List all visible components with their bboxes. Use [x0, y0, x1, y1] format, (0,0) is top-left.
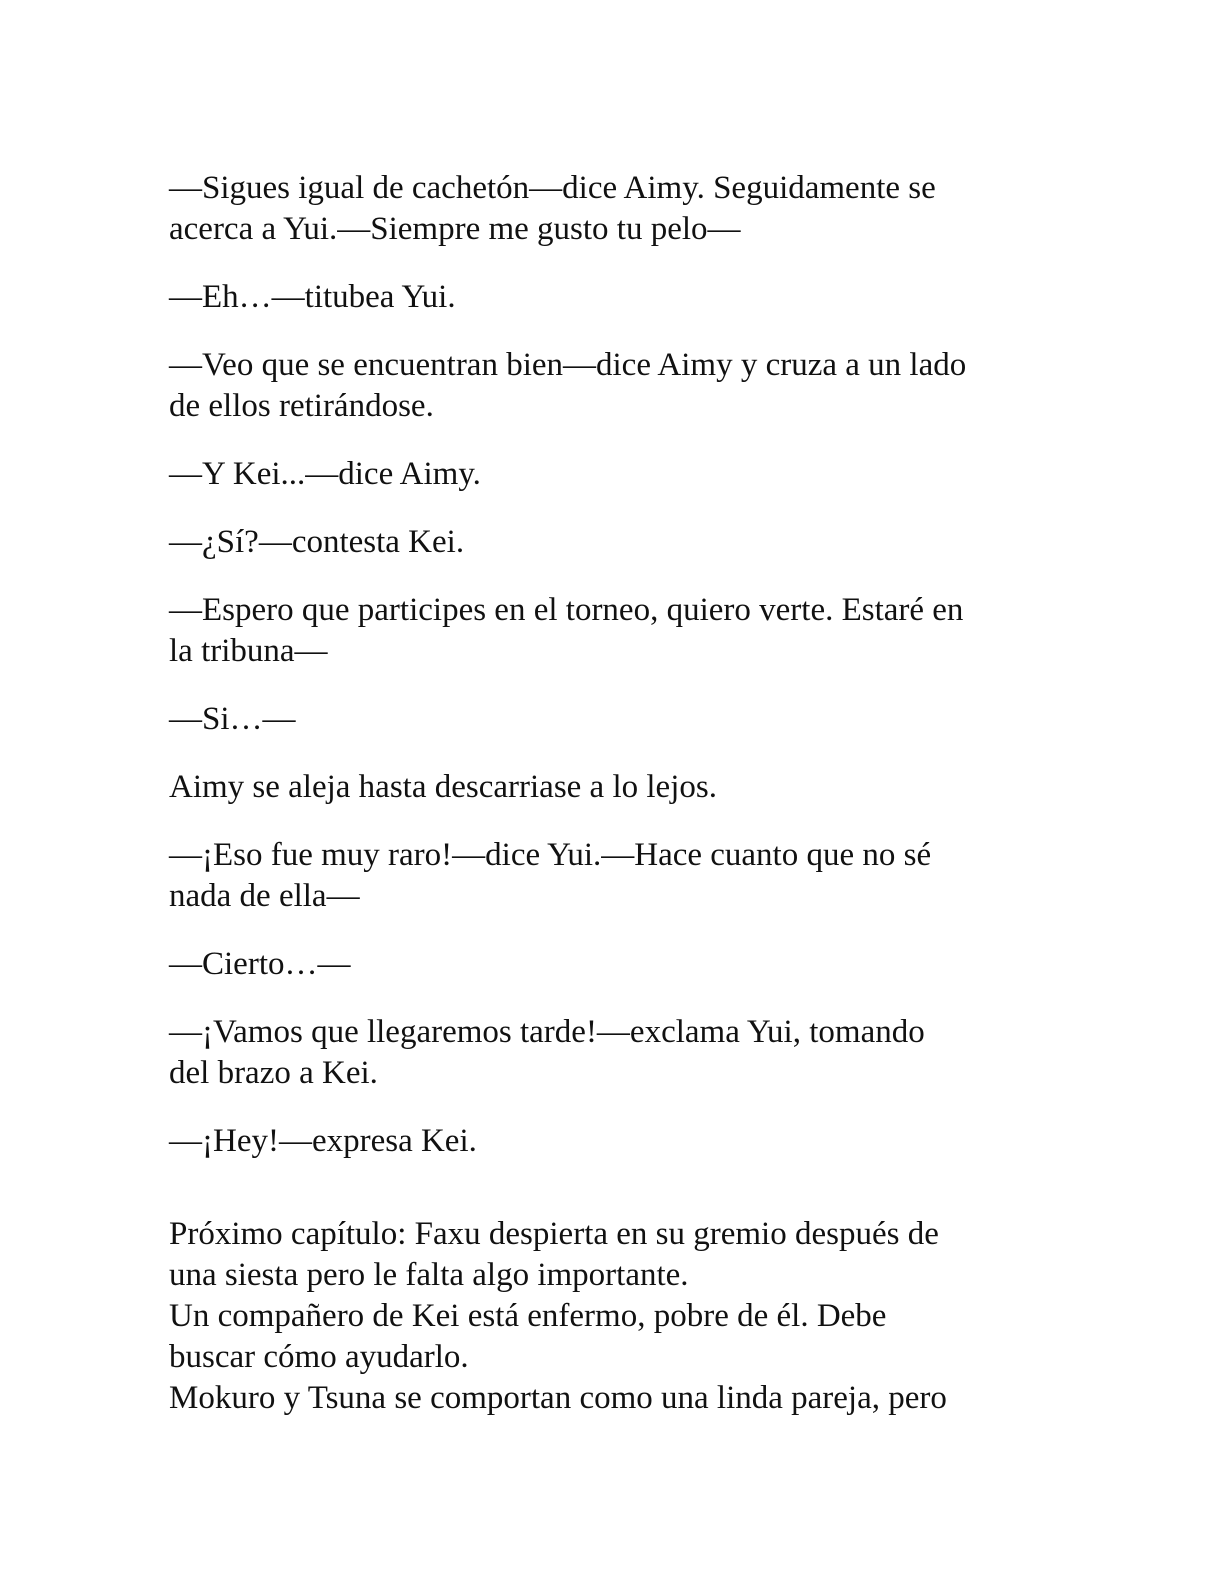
text-line: buscar cómo ayudarlo. [169, 1339, 469, 1375]
story-text [169, 168, 1069, 1419]
text-line: Aimy se aleja hasta descarriase a lo lejos. [169, 769, 717, 805]
text-line: —Sigues igual de cachetón—dice Aimy. Seguidamente se [169, 170, 936, 206]
text-line: del brazo a Kei. [169, 1055, 378, 1091]
text-line: —¡Hey!—expresa Kei. [169, 1123, 477, 1159]
paragraph [169, 454, 1069, 495]
paragraph [169, 767, 1069, 808]
paragraph [169, 590, 1069, 672]
text-line: de ellos retirándose. [169, 388, 434, 424]
paragraph [169, 944, 1069, 985]
text-line: —¡Vamos que llegaremos tarde!—exclama Yui, tomando [169, 1014, 925, 1050]
paragraph [169, 1012, 1069, 1094]
text-line: nada de ella— [169, 878, 360, 914]
text-line: —Eh…—titubea Yui. [169, 279, 456, 315]
text-line: Mokuro y Tsuna se comportan como una linda pareja, pero [169, 1380, 947, 1416]
text-line: la tribuna— [169, 633, 328, 669]
text-line: Próximo capítulo: Faxu despierta en su gremio después de [169, 1216, 939, 1252]
paragraph [169, 835, 1069, 917]
paragraph [169, 345, 1069, 427]
text-line: una siesta pero le falta algo importante. [169, 1257, 689, 1293]
text-line: Un compañero de Kei está enfermo, pobre de él. Debe [169, 1298, 887, 1334]
text-line: acerca a Yui.—Siempre me gusto tu pelo— [169, 211, 741, 247]
text-line: —¡Eso fue muy raro!—dice Yui.—Hace cuanto que no sé [169, 837, 932, 873]
paragraph [169, 522, 1069, 563]
next-chapter-preview [169, 1214, 1069, 1419]
paragraph [169, 168, 1069, 250]
text-line: —Veo que se encuentran bien—dice Aimy y cruza a un lado [169, 347, 967, 383]
text-line: —Si…— [169, 701, 296, 737]
paragraph [169, 699, 1069, 740]
text-line: —Cierto…— [169, 946, 351, 982]
text-line: —Y Kei...—dice Aimy. [169, 456, 481, 492]
paragraph [169, 277, 1069, 318]
paragraph [169, 1121, 1069, 1162]
text-line: —Espero que participes en el torneo, quiero verte. Estaré en [169, 592, 964, 628]
text-line: —¿Sí?—contesta Kei. [169, 524, 465, 560]
